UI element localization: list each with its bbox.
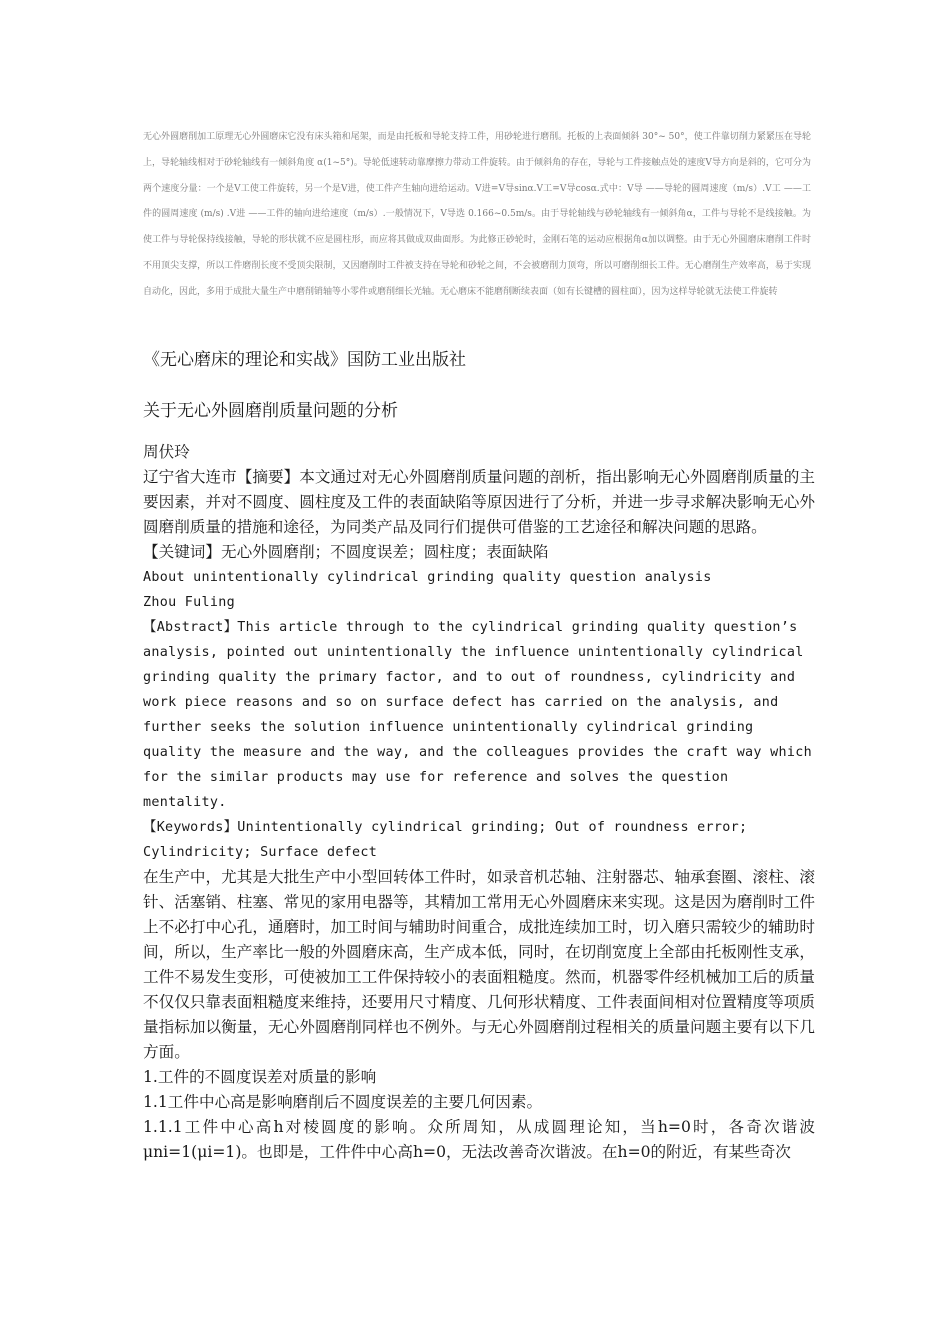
author-en: Zhou Fuling [143, 595, 235, 610]
article-title: 关于无心外圆磨削质量问题的分析 [143, 401, 398, 421]
section-heading-1-1: 1.1工件中心高是影响磨削后不圆度误差的主要几何因素。 [143, 1093, 543, 1111]
keywords-zh: 【关键词】无心外圆磨削；不圆度误差；圆柱度；表面缺陷 [143, 543, 549, 561]
author-name: 周伏玲 [143, 443, 190, 461]
title-en: About unintentionally cylindrical grinding quality question analysis [143, 570, 712, 585]
abstract-zh: 辽宁省大连市【摘要】本文通过对无心外圆磨削质量问题的剖析，指出影响无心外圆磨削质量的主要因素，并对不圆度、圆柱度及工件的表面缺陷等原因进行了分析，并进一步寻求解决影响无心外圆磨削质量的措施和途径，为同类产品及同行们提供可借鉴的工艺途径和解决问题的思路。 [143, 468, 815, 536]
book-reference: 《无心磨床的理论和实战》国防工业出版社 [143, 350, 466, 370]
keywords-en: 【Keywords】Unintentionally cylindrical grinding; Out of roundness error; Cylindricity; Surface defect [143, 820, 748, 860]
intro-paragraph: 无心外圆磨削加工原理无心外圆磨床它没有床头箱和尾架，而是由托板和导轮支持工件，用砂轮进行磨削。托板的上表面倾斜 30°~ 50°，使工件靠切削力紧紧压在导轮上，导轮轴线相对于砂轮轴线有一倾斜角度 α(1~5°)。导轮低速转动靠摩擦力带动工件旋转。由于倾斜角的存在，导轮与工件接触点处的速度Ⅴ导方向是斜的，它可分为两个速度分量：一个是Ⅴ工使工件旋转，另一个是Ⅴ进，使工件产生轴向进给运动。Ⅴ进=Ⅴ导sinα.Ⅴ工=Ⅴ导cosα.式中：Ⅴ导 ——导轮的圆周速度（m/s）.Ⅴ工 ——工件的圆周速度 (m/s) .Ⅴ进 ——工件的轴向进给速度（m/s）.一般情况下，Ⅴ导选 0.166~0.5m/s。由于导轮轴线与砂轮轴线有一倾斜角α，工件与导轮不是线接触。为使工件与导轮保持线接触，导轮的形状就不应是圆柱形，而应将其做成双曲面形。为此修正砂轮时，金刚石笔的运动应根据角α加以调整。由于无心外圆磨床磨削工件时不用顶尖支撑，所以工件磨削长度不受顶尖限制，又因磨削时工件被支持在导轮和砂轮之间，不会被磨削力顶弯，所以可磨削细长工件。无心磨削生产效率高，易于实现自动化，因此，多用于成批大量生产中磨削销轴等小零件或磨削细长光轴。无心磨床不能磨削断续表面（如有长键槽的圆柱面），因为这样导轮就无法使工件旋转 [143, 132, 811, 297]
article-body [143, 440, 815, 1165]
section-heading-1: 1.工件的不圆度误差对质量的影响 [143, 1068, 377, 1086]
section-paragraph-1-1-1: 1.1.1工件中心高h对棱圆度的影响。众所周知，从成圆理论知，当h=0时，各奇次谐波μni=1(μi=1)。也即是，工件件中心高h=0，无法改善奇次谐波。在h=0的附近，有某些奇次 [143, 1118, 815, 1161]
abstract-en: 【Abstract】This article through to the cylindrical grinding quality question’s analysis, pointed out unintentionally the influence unintentionally cylindrical grinding quality the primary factor, and to out of roundness, cylindricity and work piece reasons and so on surface defect has carried on the analysis, and further seeks the solution influence unintentionally cylindrical grinding quality the measure and the way, and the colleagues provides the craft way which for the similar products may use for reference and solves the question mentality. [143, 620, 812, 810]
body-paragraph: 在生产中，尤其是大批生产中小型回转体工件时，如录音机芯轴、注射器芯、轴承套圈、滚柱、滚针、活塞销、柱塞、常见的家用电器等，其精加工常用无心外圆磨床来实现。这是因为磨削时工件上不必打中心孔，通磨时，加工时间与辅助时间重合，成批连续加工时，切入磨只需较少的辅助时间，所以，生产率比一般的外圆磨床高，生产成本低，同时，在切削宽度上全部由托板刚性支承，工件不易发生变形，可使被加工工件保持较小的表面粗糙度。然而，机器零件经机械加工后的质量不仅仅只靠表面粗糙度来维持，还要用尺寸精度、几何形状精度、工件表面间相对位置精度等项质量指标加以衡量，无心外圆磨削同样也不例外。与无心外圆磨削过程相关的质量问题主要有以下几方面。 [143, 868, 815, 1061]
